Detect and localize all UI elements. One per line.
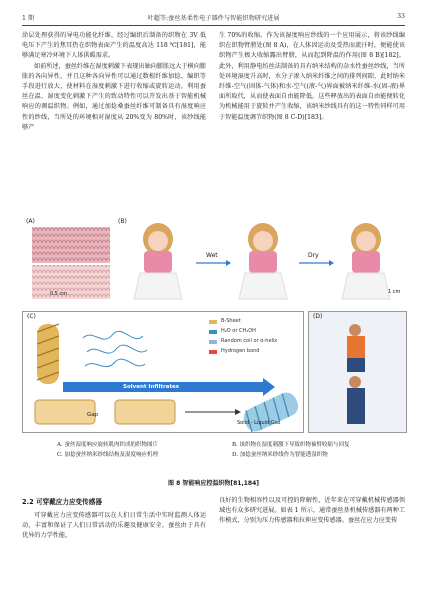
wet-label: Wet bbox=[206, 252, 218, 259]
yarn-mechanism-diagram bbox=[23, 312, 303, 432]
caption-d: D. 加捻蚕丝纳米纱线作为智能透湿织物 bbox=[232, 452, 328, 458]
doll-initial bbox=[134, 223, 182, 299]
issue-label: 1 期 bbox=[22, 15, 35, 22]
caption-a: A. 蚕丝湿度响应旋转肌肉织成的织物图片 bbox=[57, 442, 158, 448]
figure-title: 图 8 智能响应控温织物[81,184] bbox=[168, 480, 259, 487]
legend-item: B-Sheet bbox=[221, 318, 241, 324]
gap-label: Gap bbox=[87, 412, 99, 418]
runner-illustration bbox=[309, 312, 406, 432]
solid-liquid-gas-label: Solid - Liquid Gas bbox=[237, 420, 281, 426]
paragraph: 涂层处理获得的导电功能化纤维，经过编织后制备的织物在 3V 低电压下产生的焦耳热在织物表面产生的温度高达 118 ℃[181]，能够满足寒冷环境下人体供暖需求。 bbox=[22, 32, 206, 60]
panel-label-d: (D) bbox=[313, 313, 323, 320]
panel-c bbox=[22, 311, 304, 433]
panel-label-c: (C) bbox=[27, 313, 36, 320]
knit-fabric-image bbox=[22, 219, 114, 301]
header-rule bbox=[22, 25, 405, 26]
solvent-label: Solvent Infiltrates bbox=[123, 384, 180, 390]
paragraph: 如前所述，蚕丝纤维在湿度刺激下表现出轴向膨胀远大于横向膨胀的各向异性，并且这种各向异性可以通过数根纤维加捻、编织等手段进行放大，使材料在湿度刺激下进行收缩或旋转运动。利用蚕丝在温、湿度变化刺激下产生的致动特性可以开发出基于智能机械响应的调温织物。例如，通过加捻桑蚕丝纤维可制备具有湿度响应性的纱线，当所处的环境相对湿度从 20%变为 80%时，该纱线能够产 bbox=[22, 62, 206, 131]
page-number: 33 bbox=[397, 13, 405, 20]
subcaption-row-2 bbox=[57, 451, 417, 459]
panel-a bbox=[22, 219, 114, 301]
figure-8 bbox=[22, 219, 405, 467]
paragraph: 生 70%的收缩。作为该湿度响应纱线的一个应用展示，将该纱线编织在织物臂膀处(图 8 A)，在人体因运动及受热而流汗时，便能使该织物产生极大收缩露出臂膀，从而起到降温的作用(图 8 B)[182]。此外，利用静电纺丝法制备的具有纳米结构的杂水性蚕丝纱线，当所处环境湿度升高时，水分子渗入纳米纤维之间的排列间隙，此时纳米纤维-空气(固体-气体)和水-空气(液-气)界面被纳米纤维-水(固-液)界面所取代，从而使表面自由能降低，这些释放出的表面自由能便转化为机械能用于旋转并产生收缩，该纳米纱线具有的这一特性同样可用于智能温度调节织物(图 8 C-D)[183]。 bbox=[219, 32, 405, 121]
right-column bbox=[219, 31, 405, 123]
legend-item: H₂O or CH₃OH bbox=[221, 328, 256, 334]
dry-label: Dry bbox=[308, 252, 319, 259]
bottom-right-column bbox=[219, 496, 405, 527]
doll-wet bbox=[239, 223, 287, 299]
caption-b: B. 该织物在湿度刺激下导致织物袖臂收缩与回复 bbox=[232, 442, 350, 448]
panel-d bbox=[308, 311, 407, 433]
bottom-left-column bbox=[22, 511, 206, 542]
subcaption-row-1 bbox=[57, 441, 417, 449]
paragraph: 良好的生物相容性以及可控的降解性，近年来在可穿戴机械传感器领域也有众多研究进展。如表 1 所示，通常蚕丝基机械传感器有两种工作模式，分别为压力传感器和拉伸应变传感器。蚕丝在应力应变传 bbox=[219, 497, 405, 525]
paragraph: 可穿戴应力应变传感器可以在人们日常生活中实时监测人体运动，丰富和保证了人们日常活动的乐趣及健康安全。蚕丝由于具有优异的力学性能、 bbox=[22, 512, 206, 540]
running-title: 叶超等:蚕丝基柔性电子器件与智能织物研究进展 bbox=[147, 15, 280, 22]
caption-c: C. 加捻蚕丝纳米纱线结构及湿度响应机理 bbox=[57, 452, 159, 458]
panel-label-a: (A) bbox=[26, 218, 35, 225]
doll-photos bbox=[118, 219, 405, 301]
left-column bbox=[22, 31, 206, 133]
panel-label-b: (B) bbox=[118, 218, 127, 225]
doll-dry bbox=[342, 223, 390, 299]
panel-b bbox=[118, 219, 405, 301]
scalebar-a: 0.5 cm bbox=[50, 291, 68, 297]
scalebar-b: 1 cm bbox=[388, 289, 401, 295]
section-heading: 2.2 可穿戴应力应变传感器 bbox=[22, 498, 102, 506]
page-header bbox=[22, 13, 405, 25]
legend-item: Random coil or α-helix bbox=[221, 338, 278, 344]
legend-item: Hydrogen bond bbox=[221, 348, 260, 354]
